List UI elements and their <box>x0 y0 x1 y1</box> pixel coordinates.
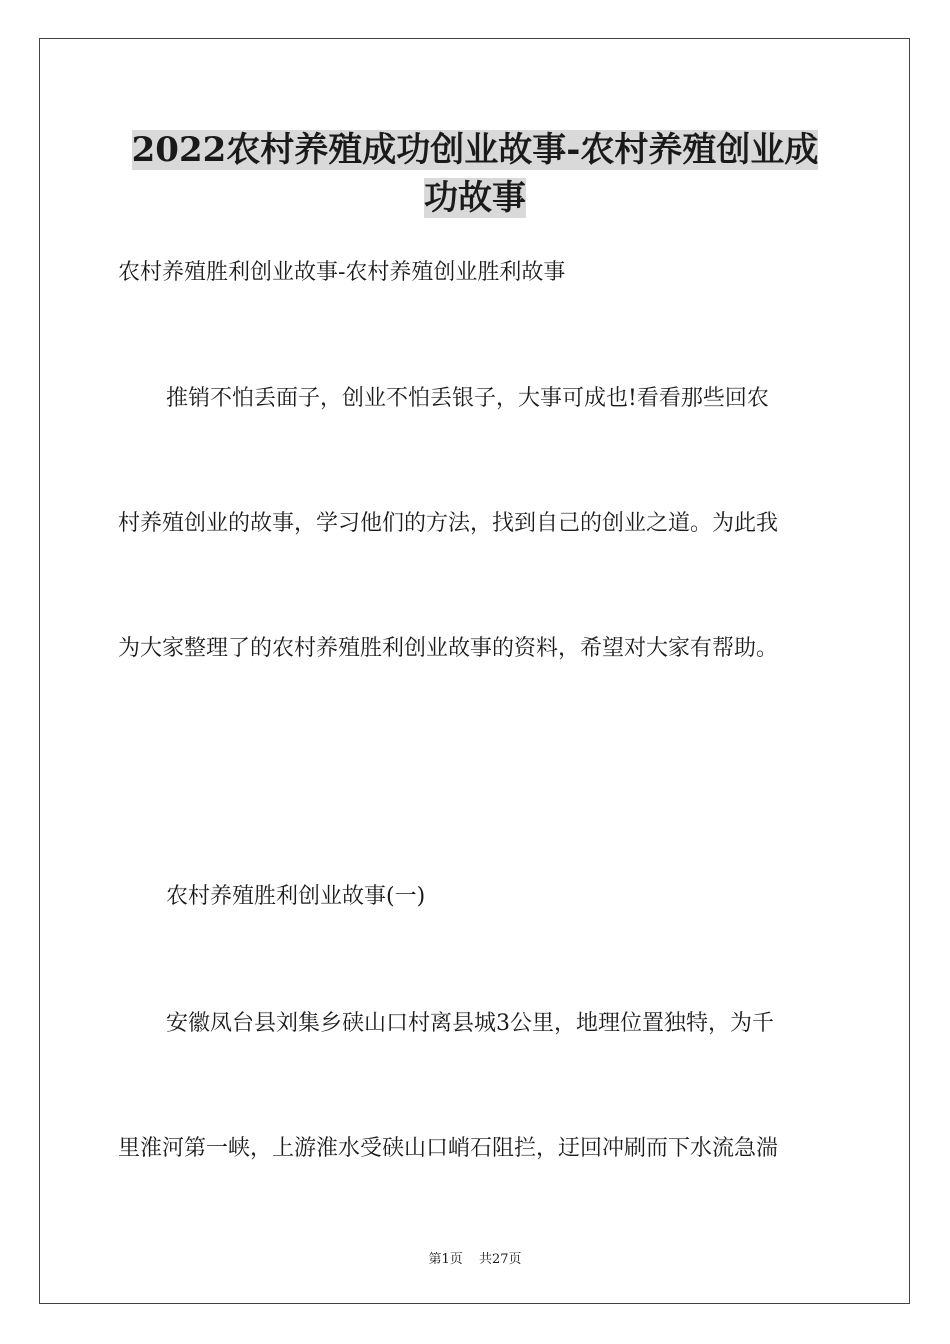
title-line-2: 功故事 <box>424 178 526 218</box>
section-heading: 农村养殖胜利创业故事(一) <box>166 884 426 909</box>
page-number: 第1页 <box>428 1252 463 1267</box>
paragraph-line: 里淮河第一峡，上游淮水受硖山口峭石阻拦，迂回冲刷而下水流急湍 <box>118 1136 779 1161</box>
subtitle: 农村养殖胜利创业故事-农村养殖创业胜利故事 <box>118 260 566 285</box>
title-line-1: 2022农村养殖成功创业故事-农村养殖创业成 <box>131 130 819 170</box>
document-title <box>60 126 890 222</box>
paragraph-line: 安徽凤台县刘集乡硖山口村离县城3公里，地理位置独特，为千 <box>166 1011 774 1036</box>
page-footer <box>0 1248 950 1267</box>
paragraph-line: 为大家整理了的农村养殖胜利创业故事的资料，希望对大家有帮助。 <box>118 636 779 661</box>
paragraph-line: 推销不怕丢面子，创业不怕丢银子，大事可成也!看看那些回农 <box>166 386 769 411</box>
page-border <box>39 38 910 1304</box>
page-total: 共27页 <box>478 1252 522 1267</box>
paragraph-line: 村养殖创业的故事，学习他们的方法，找到自己的创业之道。为此我 <box>118 511 779 536</box>
